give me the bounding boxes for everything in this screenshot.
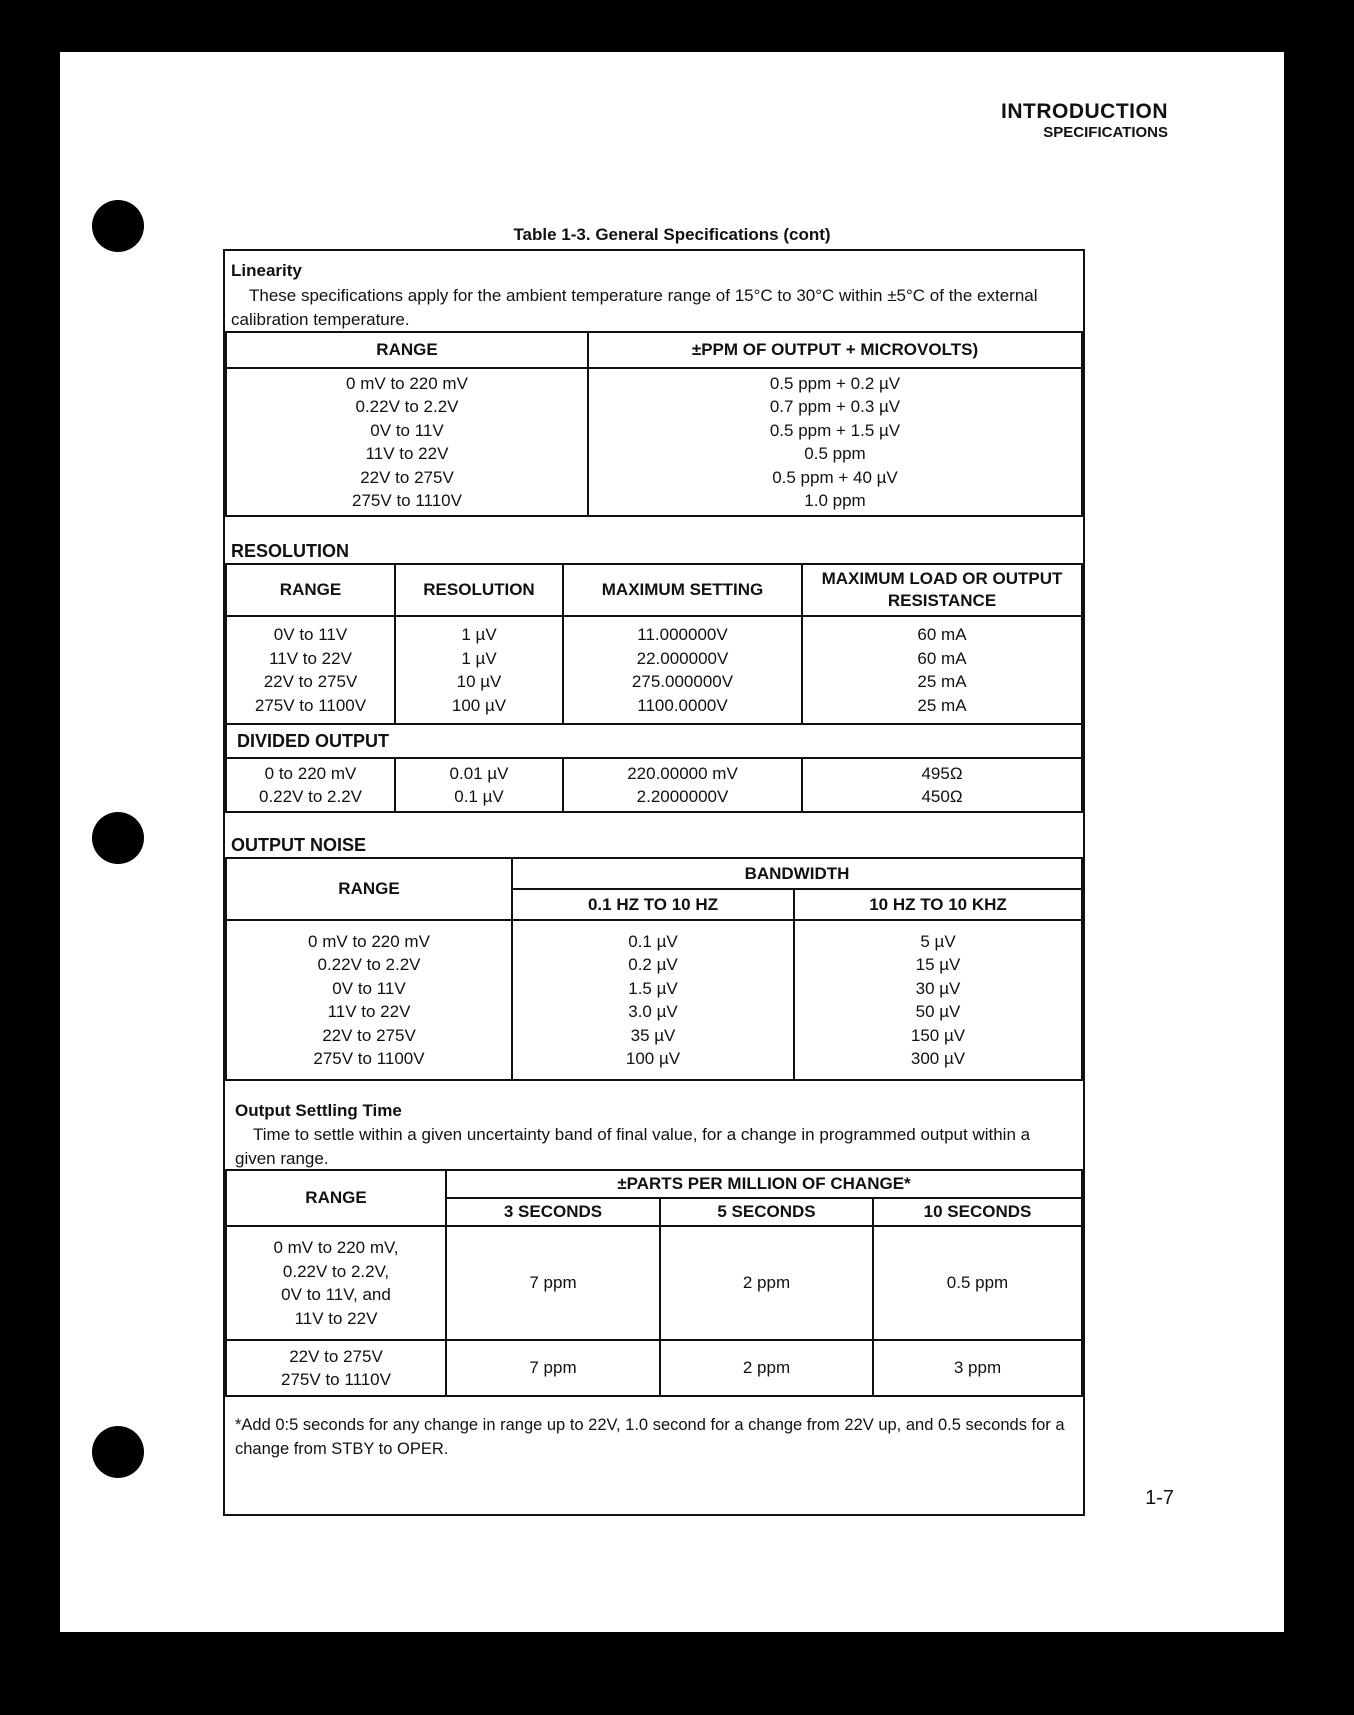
max-setting-column bbox=[563, 616, 802, 724]
range-column bbox=[226, 616, 395, 724]
table-cell: 2.2000000V bbox=[636, 787, 729, 806]
table-cell: 30 µV bbox=[915, 978, 961, 998]
table-cell: 220.00000 mV bbox=[627, 763, 738, 783]
document-page bbox=[60, 52, 1284, 1632]
table-cell: 1 µV bbox=[461, 625, 497, 644]
table-cell: 1.0 ppm bbox=[804, 491, 866, 510]
table-cell: 7 ppm bbox=[446, 1340, 660, 1396]
table-cell: 0.5 ppm + 40 µV bbox=[772, 467, 898, 487]
col-header: RANGE bbox=[226, 1170, 446, 1226]
resolution-title: RESOLUTION bbox=[231, 541, 350, 561]
table-cell: 22V to 275V bbox=[322, 1025, 416, 1045]
table-cell: 275V to 1100V bbox=[254, 695, 367, 715]
table-cell: 150 µV bbox=[910, 1025, 966, 1045]
table-cell: 0.22V to 2.2V bbox=[258, 787, 363, 806]
section-header: INTRODUCTION bbox=[1001, 100, 1168, 123]
col-header: MAXIMUM LOAD OR OUTPUT RESISTANCE bbox=[802, 564, 1082, 616]
table-cell: 300 µV bbox=[910, 1049, 966, 1068]
table-cell: 0.22V to 2.2V bbox=[317, 955, 421, 974]
page-number: 1-7 bbox=[1145, 1487, 1174, 1509]
table-cell: 0V to 11V bbox=[332, 978, 406, 998]
range-cell bbox=[226, 1340, 446, 1396]
settling-title: Output Settling Time bbox=[235, 1101, 402, 1120]
table-cell: 1.5 µV bbox=[628, 978, 678, 998]
table-cell: 0.5 ppm bbox=[804, 444, 866, 463]
col-header: 10 SECONDS bbox=[873, 1198, 1082, 1226]
table-cell: 275V to 1100V bbox=[313, 1049, 425, 1068]
table-cell: 25 mA bbox=[917, 672, 967, 691]
max-load-column bbox=[802, 616, 1082, 724]
resolution-column bbox=[395, 758, 563, 812]
table-cell: 2 ppm bbox=[660, 1340, 873, 1396]
max-setting-column bbox=[563, 758, 802, 812]
col-header: BANDWIDTH bbox=[512, 858, 1082, 889]
linearity-description: These specifications apply for the ambient temperature range of 15°C to 30°C within ±5°C of the external calibration temperature. bbox=[231, 286, 1038, 329]
settling-section bbox=[235, 1101, 1075, 1171]
resolution-column bbox=[395, 616, 563, 724]
table-cell: 450Ω bbox=[921, 787, 963, 806]
settling-table bbox=[225, 1169, 1083, 1397]
table-cell: 0.5 ppm + 0.2 µV bbox=[769, 373, 901, 393]
table-cell: 60 mA bbox=[917, 648, 967, 668]
col-header: MAXIMUM SETTING bbox=[563, 564, 802, 616]
table-cell: 50 µV bbox=[915, 1002, 961, 1021]
table-cell: 35 µV bbox=[630, 1025, 676, 1045]
col-header: RESOLUTION bbox=[395, 564, 563, 616]
table-cell: 0V to 11V bbox=[273, 625, 348, 644]
settling-description: Time to settle within a given uncertainty band of final value, for a change in programmed output within a given range. bbox=[235, 1125, 1031, 1168]
table-cell: 22V to 275V bbox=[289, 1346, 383, 1366]
table-cell: 2 ppm bbox=[660, 1226, 873, 1340]
table-cell: 11V to 22V bbox=[294, 1308, 378, 1328]
resolution-table-wrap bbox=[225, 563, 1083, 813]
col-header: ±PPM OF OUTPUT + MICROVOLTS) bbox=[588, 332, 1082, 368]
table-cell: 22.000000V bbox=[636, 648, 729, 668]
table-cell: 1 µV bbox=[461, 648, 497, 668]
divided-output-title: DIVIDED OUTPUT bbox=[226, 724, 1082, 758]
range-cell bbox=[226, 1226, 446, 1340]
col-header: RANGE bbox=[226, 858, 512, 920]
col-header: 0.1 HZ TO 10 HZ bbox=[512, 889, 794, 920]
table-cell: 0V to 11V bbox=[370, 420, 444, 440]
table-cell: 22V to 275V bbox=[263, 672, 358, 691]
range-column bbox=[226, 758, 395, 812]
table-cell: 3.0 µV bbox=[628, 1002, 678, 1021]
resolution-table bbox=[225, 563, 1083, 813]
settling-table-wrap bbox=[225, 1169, 1083, 1397]
table-cell: 275V to 1110V bbox=[281, 1370, 391, 1389]
table-cell: 11V to 22V bbox=[269, 648, 352, 668]
col-header: 10 HZ TO 10 KHZ bbox=[794, 889, 1082, 920]
binder-hole bbox=[92, 1426, 144, 1478]
table-cell: 5 µV bbox=[920, 931, 956, 951]
table-cell: 0.1 µV bbox=[628, 931, 678, 951]
table-caption: Table 1-3. General Specifications (cont) bbox=[513, 225, 831, 244]
table-cell: 0 mV to 220 mV bbox=[308, 931, 430, 951]
high-band-column bbox=[794, 920, 1082, 1080]
table-cell: 60 mA bbox=[917, 625, 967, 644]
linearity-table bbox=[225, 331, 1083, 517]
col-header: 3 SECONDS bbox=[446, 1198, 660, 1226]
table-cell: 0.22V to 2.2V bbox=[355, 397, 459, 416]
output-noise-title: OUTPUT NOISE bbox=[231, 835, 367, 855]
range-column bbox=[226, 920, 512, 1080]
col-header: 5 SECONDS bbox=[660, 1198, 873, 1226]
output-noise-table bbox=[225, 857, 1083, 1081]
table-cell: 0.7 ppm + 0.3 µV bbox=[769, 397, 901, 416]
linearity-title: Linearity bbox=[231, 261, 302, 280]
table-cell: 0 mV to 220 mV bbox=[346, 373, 468, 393]
table-cell: 15 µV bbox=[915, 955, 961, 974]
table-cell: 10 µV bbox=[456, 672, 502, 691]
table-cell: 22V to 275V bbox=[360, 467, 454, 487]
col-header: ±PARTS PER MILLION OF CHANGE* bbox=[446, 1170, 1082, 1198]
table-cell: 1100.0000V bbox=[637, 695, 728, 715]
table-cell: 7 ppm bbox=[446, 1226, 660, 1340]
table-cell: 0.22V to 2.2V, bbox=[282, 1261, 390, 1281]
output-resistance-column bbox=[802, 758, 1082, 812]
ppm-column bbox=[588, 368, 1082, 516]
range-column bbox=[226, 368, 588, 516]
table-cell: 275.000000V bbox=[631, 672, 734, 691]
table-cell: 275V to 1110V bbox=[352, 491, 462, 510]
col-header: RANGE bbox=[226, 564, 395, 616]
table-cell: 0.2 µV bbox=[628, 955, 678, 974]
table-cell: 11V to 22V bbox=[327, 1002, 411, 1021]
settling-footnote: *Add 0:5 seconds for any change in range up to 22V, 1.0 second for a change from 22V up, and 0.5 seconds for a change from STBY to OPER. bbox=[235, 1416, 1065, 1458]
linearity-table-wrap bbox=[225, 331, 1083, 517]
subsection-header: SPECIFICATIONS bbox=[1043, 124, 1168, 141]
table-cell: 495Ω bbox=[921, 763, 963, 783]
binder-hole bbox=[92, 812, 144, 864]
table-cell: 100 µV bbox=[451, 695, 507, 715]
col-header: RANGE bbox=[226, 332, 588, 368]
low-band-column bbox=[512, 920, 794, 1080]
table-cell: 11V to 22V bbox=[365, 444, 449, 463]
noise-table-wrap bbox=[225, 857, 1083, 1081]
table-cell: 11.000000V bbox=[637, 625, 728, 644]
specifications-frame bbox=[223, 249, 1085, 1516]
table-cell: 3 ppm bbox=[873, 1340, 1082, 1396]
linearity-section bbox=[231, 261, 1071, 332]
table-cell: 0 mV to 220 mV, bbox=[273, 1238, 399, 1257]
table-cell: 100 µV bbox=[625, 1049, 681, 1068]
table-cell: 0.01 µV bbox=[449, 763, 509, 783]
table-cell: 0 to 220 mV bbox=[264, 763, 357, 783]
table-cell: 0.5 ppm + 1.5 µV bbox=[769, 420, 901, 440]
table-cell: 25 mA bbox=[917, 695, 967, 715]
table-cell: 0V to 11V, and bbox=[281, 1285, 391, 1304]
table-cell: 0.1 µV bbox=[454, 787, 504, 806]
table-cell: 0.5 ppm bbox=[873, 1226, 1082, 1340]
